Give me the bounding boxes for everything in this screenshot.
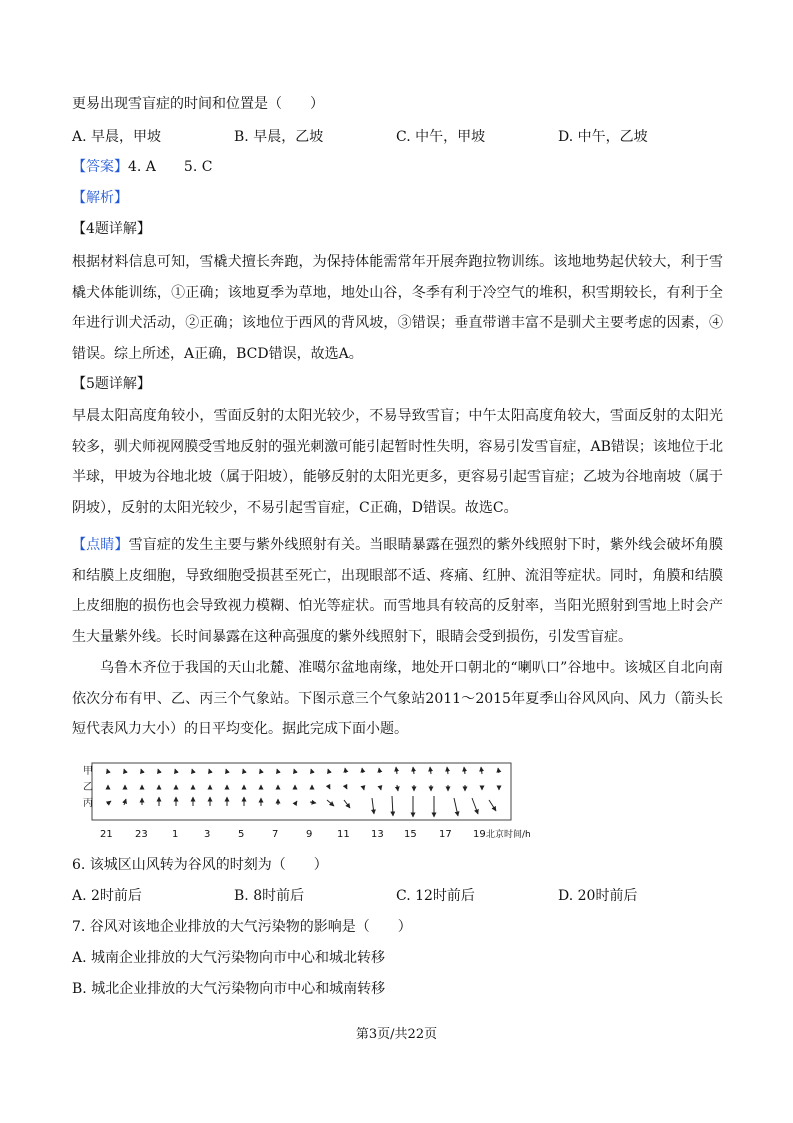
wind-arrow — [397, 785, 398, 791]
tick-label: 15 — [404, 829, 417, 840]
wind-arrow — [498, 768, 499, 773]
answer-line — [72, 158, 732, 176]
wind-arrow — [124, 799, 126, 805]
wind-figure — [83, 760, 536, 846]
tick-label: 5 — [238, 829, 245, 840]
wind-arrow — [243, 769, 244, 772]
q5-option-d: D. 中午，乙坡 — [558, 129, 648, 145]
axis-label: 北京时间/h — [486, 830, 531, 840]
tip-paragraph — [72, 530, 723, 652]
wind-arrow — [396, 767, 397, 774]
station-label-bing: 丙 — [83, 798, 93, 809]
wind-arrow — [158, 769, 159, 772]
wind-arrow — [107, 769, 108, 772]
wind-arrow — [362, 768, 363, 773]
arrows-bing — [107, 796, 496, 817]
station-label-yi: 乙 — [83, 782, 93, 793]
wind-arrow — [141, 769, 142, 772]
wind-arrow — [346, 787, 347, 789]
station-label-jia: 甲 — [83, 766, 93, 777]
q6-stem: 6. 该城区山风转为谷风的时刻为（ ） — [72, 857, 328, 873]
q6-option-a: A. 2时前后 — [72, 888, 142, 904]
q5-explanation: 早晨太阳高度角较小，雪面反射的太阳光较少，不易导致雪盲；中午太阳高度角较大，雪面反射的太阳光较多，驯犬师视网膜受雪地反射的强光刺激可能引起暂时性失明，容易引发雪盲症，AB错误；该地位于北半球，甲坡为谷地北坡（属于阳坡），能够反射的太阳光更多，更容易引起雪盲症；乙坡为谷地南坡（属于阴坡），反射的太阳光较少，不易引起雪盲症，C正确，D错误。故选C。 — [72, 408, 723, 516]
q5-heading: 【5题详解】 — [72, 376, 151, 392]
q6-option-c: C. 12时前后 — [396, 888, 475, 904]
q5-option-b: B. 早晨，乙坡 — [234, 129, 324, 145]
wind-arrow — [311, 769, 312, 772]
tip-text: 雪盲症的发生主要与紫外线照射有关。当眼睛暴露在强烈的紫外线照射下时，紫外线会破坏角膜和结膜上皮细胞，导致细胞受损甚至死亡，出现眼部不适、疼痛、红肿、流泪等症状。同时，角膜和结膜上皮细胞的损伤也会导致视力模糊、怕光等症状。而雪地具有较高的反射率，当阳光照射到雪地上时会产生大量紫外线。长时间暴露在这种高强度的紫外线照射下，眼睛会受到损伤，引发雪盲症。 — [72, 537, 724, 645]
wind-arrow — [327, 800, 334, 806]
wind-arrow — [481, 767, 482, 774]
wind-arrow — [328, 769, 329, 772]
tick-label: 1 — [172, 829, 179, 840]
q5-stem-tail: 更易出现雪盲症的时间和位置是（ ） — [72, 96, 324, 112]
wind-arrow — [226, 769, 227, 772]
wind-arrow — [447, 767, 448, 774]
wind-arrow — [192, 769, 193, 772]
wind-arrow — [209, 769, 210, 772]
wind-arrow — [344, 800, 350, 808]
q4-heading: 【4题详解】 — [72, 221, 151, 237]
wind-arrow — [175, 769, 176, 772]
wind-arrow — [329, 787, 330, 789]
q4-explanation: 根据材料信息可知，雪橇犬擅长奔跑，为保持体能需常年开展奔跑拉物训练。该地地势起伏较大，利于雪橇犬体能训练，①正确；该地夏季为草地，地处山谷，冬季有利于冷空气的堆积，积雪期较长，有利于全年进行训犬活动，②正确；该地位于西风的背风坡，③错误；垂直带谱丰富不是驯犬主要考虑的因素，④错误。综上所述，A正确，BCD错误，故选A。 — [72, 254, 723, 362]
x-axis — [100, 828, 531, 840]
arrows-yi — [108, 785, 499, 791]
wind-arrow — [345, 768, 346, 773]
wind-arrow — [472, 798, 478, 814]
tick-label: 11 — [337, 829, 350, 840]
tick-label: 23 — [135, 829, 148, 840]
wind-arrow — [489, 800, 496, 811]
tick-label: 9 — [306, 829, 313, 840]
wind-arrow — [310, 802, 316, 803]
wind-arrow — [392, 796, 393, 816]
wind-arrow — [294, 769, 295, 772]
wind-arrow — [277, 769, 278, 772]
q7-option-a: A. 城南企业排放的大气污染物向市中心和城北转移 — [72, 950, 386, 966]
tick-label: 7 — [272, 829, 279, 840]
wind-arrow — [454, 798, 458, 816]
q6-option-b: B. 8时前后 — [234, 888, 305, 904]
q7-option-b: B. 城北企业排放的大气污染物向市中心和城南转移 — [72, 981, 386, 997]
wind-arrow — [379, 768, 380, 773]
wind-arrow — [413, 767, 414, 774]
answer-label: 【答案】 — [72, 159, 128, 175]
material-paragraph: 乌鲁木齐位于我国的天山北麓、准噶尔盆地南缘，地处开口朝北的“喇叭口”谷地中。该城区自北向南依次分布有甲、乙、丙三个气象站。下图示意三个气象站2011～2015年夏季山谷风风向、风力（箭头长短代表风力大小）的日平均变化。据此完成下面小题。 — [72, 660, 723, 737]
tick-label: 3 — [204, 829, 211, 840]
wind-arrow — [372, 798, 374, 814]
q5-option-c: C. 中午，甲坡 — [396, 129, 486, 145]
answer-text: 4. A 5. C — [128, 159, 213, 175]
wind-arrow — [380, 786, 381, 790]
tick-label: 13 — [371, 829, 384, 840]
wind-arrow — [107, 801, 111, 804]
page-footer: 第3页/共22页 — [355, 1027, 438, 1042]
wind-arrow — [363, 786, 364, 790]
q7-stem: 7. 谷风对该地企业排放的大气污染物的影响是（ ） — [72, 919, 412, 935]
wind-arrow — [430, 767, 431, 774]
tip-label: 【点睛】 — [72, 537, 129, 553]
wind-arrow — [124, 769, 125, 772]
tick-label: 17 — [439, 829, 452, 840]
q6-option-d: D. 20时前后 — [558, 888, 638, 904]
tick-label: 19 — [473, 829, 486, 840]
arrows-jia — [107, 767, 499, 774]
tick-label: 21 — [100, 829, 113, 840]
wind-arrow — [260, 769, 261, 772]
wind-arrow — [464, 767, 465, 774]
wind-arrow — [295, 801, 297, 804]
q5-option-a: A. 早晨，甲坡 — [72, 129, 162, 145]
analysis-label: 【解析】 — [72, 190, 128, 206]
